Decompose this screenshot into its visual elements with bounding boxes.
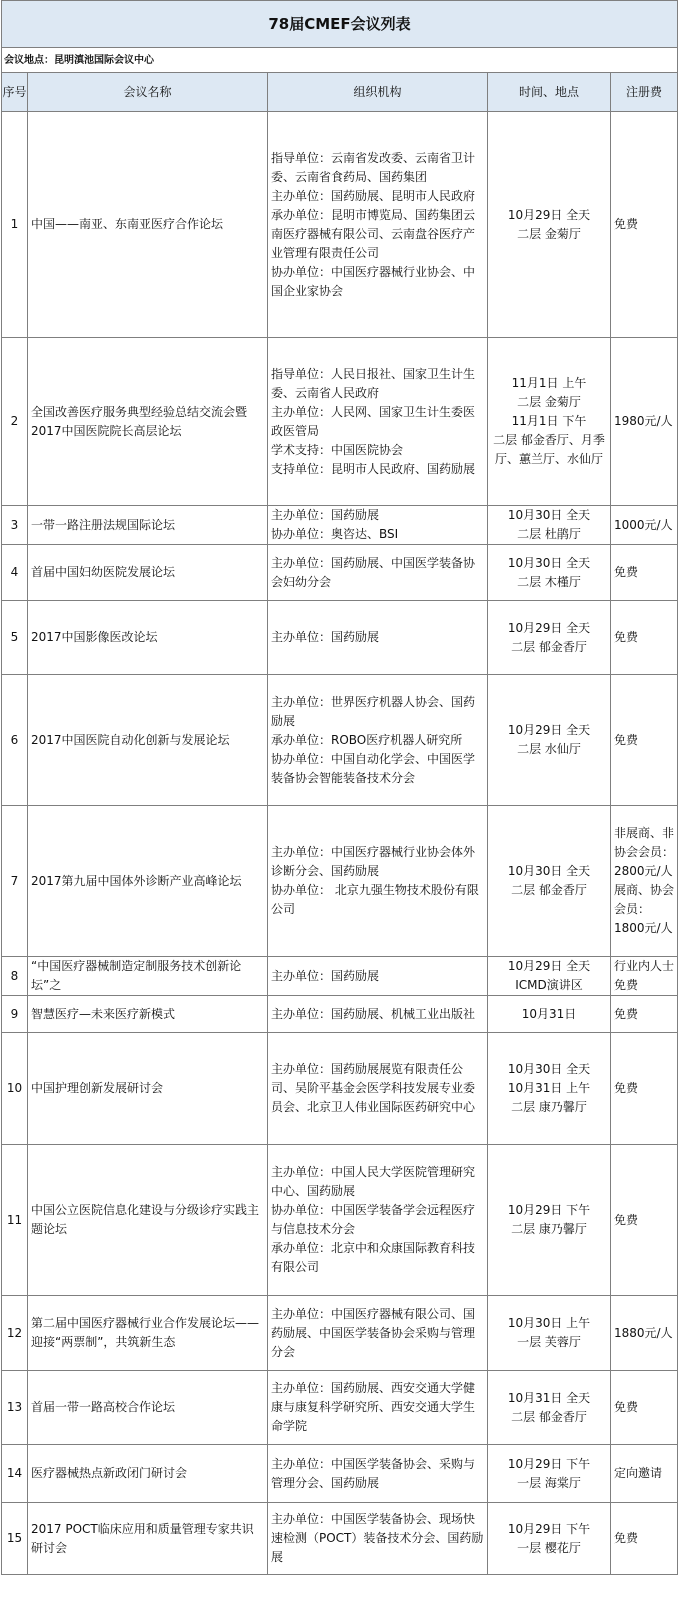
row-number: 4 bbox=[2, 545, 28, 601]
organizers: 主办单位：国药励展、机械工业出版社 bbox=[268, 996, 488, 1033]
time-location: 10月30日 全天 二层 木槿厅 bbox=[488, 545, 611, 601]
registration-fee: 1980元/人 bbox=[611, 338, 678, 506]
registration-fee: 定向邀请 bbox=[611, 1445, 678, 1503]
registration-fee: 免费 bbox=[611, 601, 678, 675]
time-location: 10月30日 上午 一层 芙蓉厅 bbox=[488, 1296, 611, 1371]
time-location: 10月29日 全天 二层 郁金香厅 bbox=[488, 601, 611, 675]
organizers: 主办单位：中国人民大学医院管理研究中心、国药励展 协办单位：中国医学装备学会远程医疗与信息技术分会 承办单位：北京中和众康国际教育科技有限公司 bbox=[268, 1145, 488, 1296]
conference-name: 一带一路注册法规国际论坛 bbox=[28, 506, 268, 545]
conference-table bbox=[1, 0, 678, 1575]
registration-fee: 免费 bbox=[611, 1503, 678, 1575]
time-location: 10月29日 下午 一层 樱花厅 bbox=[488, 1503, 611, 1575]
row-number: 2 bbox=[2, 338, 28, 506]
header-fee: 注册费 bbox=[611, 73, 678, 112]
venue-row bbox=[2, 48, 678, 73]
row-number: 14 bbox=[2, 1445, 28, 1503]
table-body bbox=[2, 112, 678, 1575]
organizers: 主办单位：国药励展展览有限责任公司、吴阶平基金会医学科技发展专业委员会、北京卫人伟业国际医药研究中心 bbox=[268, 1033, 488, 1145]
table-row bbox=[2, 545, 678, 601]
registration-fee: 免费 bbox=[611, 112, 678, 338]
time-location: 10月29日 全天 ICMD演讲区 bbox=[488, 957, 611, 996]
organizers: 主办单位：中国医学装备协会、现场快速检测（POCT）装备技术分会、国药励展 bbox=[268, 1503, 488, 1575]
row-number: 10 bbox=[2, 1033, 28, 1145]
registration-fee: 免费 bbox=[611, 1145, 678, 1296]
conference-name: 2017中国影像医改论坛 bbox=[28, 601, 268, 675]
table-row bbox=[2, 1445, 678, 1503]
table-row bbox=[2, 1145, 678, 1296]
conference-name: 全国改善医疗服务典型经验总结交流会暨2017中国医院院长高层论坛 bbox=[28, 338, 268, 506]
organizers: 主办单位：中国医疗器械行业协会体外诊断分会、国药励展 协办单位： 北京九强生物技术股份有限公司 bbox=[268, 806, 488, 957]
row-number: 7 bbox=[2, 806, 28, 957]
header-org: 组织机构 bbox=[268, 73, 488, 112]
organizers: 主办单位：国药励展、西安交通大学健康与康复科学研究所、西安交通大学生命学院 bbox=[268, 1371, 488, 1445]
registration-fee: 1880元/人 bbox=[611, 1296, 678, 1371]
organizers: 主办单位：中国医疗器械有限公司、国药励展、中国医学装备协会采购与管理分会 bbox=[268, 1296, 488, 1371]
organizers: 主办单位：国药励展 bbox=[268, 957, 488, 996]
header-row bbox=[2, 73, 678, 112]
venue-text: 会议地点：昆明滇池国际会议中心 bbox=[2, 48, 678, 73]
header-time: 时间、地点 bbox=[488, 73, 611, 112]
registration-fee: 非展商、非协会会员：2800元/人 展商、协会会员：1800元/人 bbox=[611, 806, 678, 957]
table-row bbox=[2, 506, 678, 545]
table-row bbox=[2, 112, 678, 338]
conference-name: 第二届中国医疗器械行业合作发展论坛——迎接“两票制”，共筑新生态 bbox=[28, 1296, 268, 1371]
organizers: 主办单位：国药励展、中国医学装备协会妇幼分会 bbox=[268, 545, 488, 601]
organizers: 主办单位：国药励展 bbox=[268, 601, 488, 675]
table-row bbox=[2, 957, 678, 996]
time-location: 10月31日 bbox=[488, 996, 611, 1033]
row-number: 9 bbox=[2, 996, 28, 1033]
header-name: 会议名称 bbox=[28, 73, 268, 112]
conference-name: 2017第九届中国体外诊断产业高峰论坛 bbox=[28, 806, 268, 957]
conference-name: 医疗器械热点新政闭门研讨会 bbox=[28, 1445, 268, 1503]
table-row bbox=[2, 601, 678, 675]
conference-name: 中国公立医院信息化建设与分级诊疗实践主题论坛 bbox=[28, 1145, 268, 1296]
conference-name: “中国医疗器械制造定制服务技术创新论坛”之 bbox=[28, 957, 268, 996]
time-location: 11月1日 上午 二层 金菊厅 11月1日 下午 二层 郁金香厅、月季厅、蕙兰厅、水仙厅 bbox=[488, 338, 611, 506]
time-location: 10月30日 全天 10月31日 上午 二层 康乃馨厅 bbox=[488, 1033, 611, 1145]
registration-fee: 免费 bbox=[611, 1033, 678, 1145]
table-row bbox=[2, 806, 678, 957]
registration-fee: 1000元/人 bbox=[611, 506, 678, 545]
header-no: 序号 bbox=[2, 73, 28, 112]
organizers: 主办单位：中国医学装备协会、采购与管理分会、国药励展 bbox=[268, 1445, 488, 1503]
time-location: 10月29日 下午 二层 康乃馨厅 bbox=[488, 1145, 611, 1296]
row-number: 1 bbox=[2, 112, 28, 338]
time-location: 10月30日 全天 二层 郁金香厅 bbox=[488, 806, 611, 957]
table-row bbox=[2, 338, 678, 506]
row-number: 13 bbox=[2, 1371, 28, 1445]
time-location: 10月31日 全天 二层 郁金香厅 bbox=[488, 1371, 611, 1445]
time-location: 10月29日 全天 二层 金菊厅 bbox=[488, 112, 611, 338]
conference-name: 2017 POCT临床应用和质量管理专家共识研讨会 bbox=[28, 1503, 268, 1575]
table-row bbox=[2, 1503, 678, 1575]
registration-fee: 免费 bbox=[611, 1371, 678, 1445]
registration-fee: 免费 bbox=[611, 545, 678, 601]
table-row bbox=[2, 996, 678, 1033]
conference-name: 智慧医疗—未来医疗新模式 bbox=[28, 996, 268, 1033]
organizers: 主办单位：世界医疗机器人协会、国药励展 承办单位：ROBO医疗机器人研究所 协办单位：中国自动化学会、中国医学装备协会智能装备技术分会 bbox=[268, 675, 488, 806]
conference-name: 中国护理创新发展研讨会 bbox=[28, 1033, 268, 1145]
row-number: 5 bbox=[2, 601, 28, 675]
conference-name: 首届一带一路高校合作论坛 bbox=[28, 1371, 268, 1445]
row-number: 11 bbox=[2, 1145, 28, 1296]
conference-list-page bbox=[1, 0, 677, 1575]
time-location: 10月30日 全天 二层 杜鹃厅 bbox=[488, 506, 611, 545]
row-number: 12 bbox=[2, 1296, 28, 1371]
organizers: 主办单位：国药励展 协办单位：奥咨达、BSI bbox=[268, 506, 488, 545]
time-location: 10月29日 全天 二层 水仙厅 bbox=[488, 675, 611, 806]
table-title: 78届CMEF会议列表 bbox=[2, 1, 678, 48]
time-location: 10月29日 下午 一层 海棠厅 bbox=[488, 1445, 611, 1503]
title-row bbox=[2, 1, 678, 48]
row-number: 15 bbox=[2, 1503, 28, 1575]
conference-name: 首届中国妇幼医院发展论坛 bbox=[28, 545, 268, 601]
table-row bbox=[2, 1371, 678, 1445]
organizers: 指导单位：云南省发改委、云南省卫计委、云南省食药局、国药集团 主办单位：国药励展、昆明市人民政府 承办单位：昆明市博览局、国药集团云南医疗器械有限公司、云南盘谷医疗产业管理有限责任公司 协办单位：中国医疗器械行业协会、中国企业家协会 bbox=[268, 112, 488, 338]
conference-name: 2017中国医院自动化创新与发展论坛 bbox=[28, 675, 268, 806]
conference-name: 中国——南亚、东南亚医疗合作论坛 bbox=[28, 112, 268, 338]
registration-fee: 免费 bbox=[611, 675, 678, 806]
table-row bbox=[2, 1033, 678, 1145]
registration-fee: 行业内人士免费 bbox=[611, 957, 678, 996]
organizers: 指导单位：人民日报社、国家卫生计生委、云南省人民政府 主办单位：人民网、国家卫生计生委医政医管局 学术支持：中国医院协会 支持单位：昆明市人民政府、国药励展 bbox=[268, 338, 488, 506]
row-number: 6 bbox=[2, 675, 28, 806]
registration-fee: 免费 bbox=[611, 996, 678, 1033]
row-number: 3 bbox=[2, 506, 28, 545]
table-row bbox=[2, 1296, 678, 1371]
row-number: 8 bbox=[2, 957, 28, 996]
table-row bbox=[2, 675, 678, 806]
